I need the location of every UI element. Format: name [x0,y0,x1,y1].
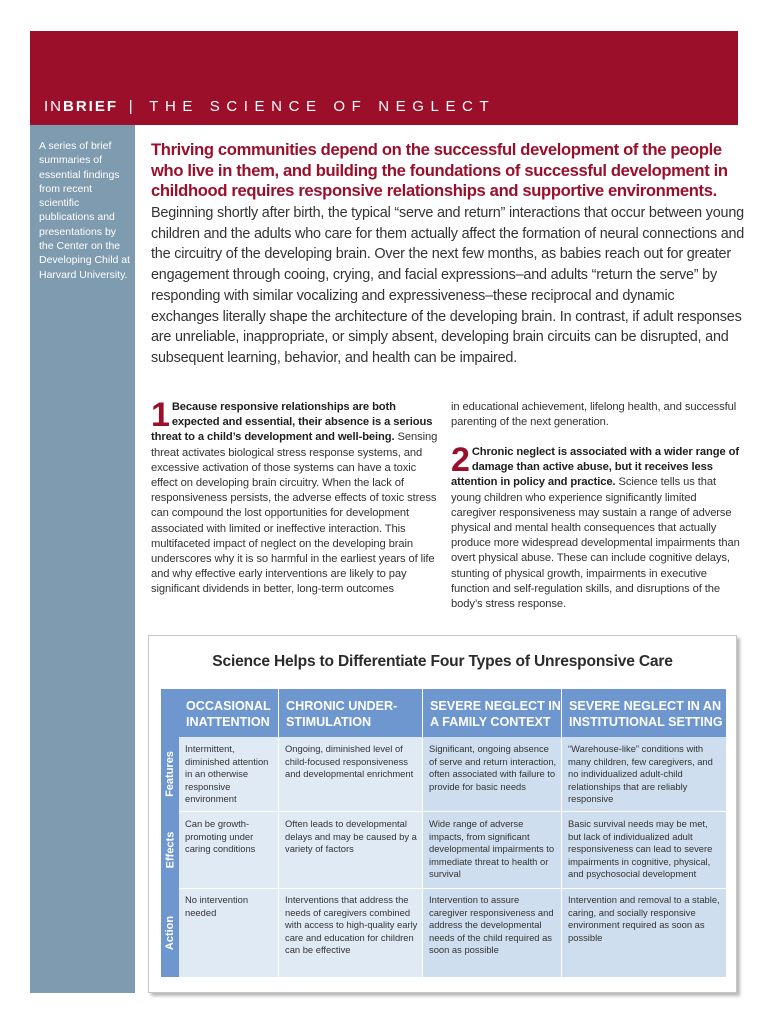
cell-features-institutional: “Warehouse-like” conditions with many children, few caregivers, and no individualized adult-child relationships that are reliably responsive [568,743,713,805]
column-header-occasional-inattention: OCCASIONAL INATTENTION [179,689,278,737]
column-header-severe-neglect-institutional: SEVERE NEGLECT IN AN INSTITUTIONAL SETTING [562,689,726,737]
intro-paragraph: Beginning shortly after birth, the typical “serve and return” interactions that occur between young children and the adults who care for them actually affect the formation of neural connections and the circuitry of the developing brain. Over the next few months, as babies reach out for greater engagement through cooing, crying, and facial expressions–and adults “return the serve” by responding with similar vocalizing and expressiveness–these reciprocal and dynamic exchanges literally shape the architecture of the developing brain. In contrast, if adult responses are unreliable, inappropriate, or simply absent, developing brain circuits can be disrupted, and subsequent learning, behavior, and health can be impaired. [151,205,745,366]
row-label-effects: Effects [164,831,176,869]
point-1-heading: Because responsive relationships are both expected and essential, their absence is a serious threat to a child’s development and well-being. [151,401,433,444]
table-divider [561,689,562,977]
point-1-number: 1 [151,396,170,434]
point-2-number: 2 [451,441,470,479]
table-title: Science Helps to Differentiate Four Types of Unresponsive Care [212,653,673,670]
banner-prefix-in: IN [44,98,63,115]
point-1-body: Sensing threat activates biological stress response systems, and excessive activation of those systems can have a toxic effect on developing brain circuitry. When the lack of responsiveness persists, the adverse effects of toxic stress can compound the lost opportunities for development associated with limited or ineffective interaction. This multifaceted impact of neglect on the developing brain underscores why it is so harmful in the earliest years of life and why effective early interventions are likely to pay significant dividends in better, long-term outcomes [151,431,438,596]
column-header-severe-neglect-family: SEVERE NEGLECT IN A FAMILY CONTEXT [423,689,561,737]
table-divider [179,888,726,889]
cell-features-chronic: Ongoing, diminished level of child-focused responsiveness and developmental enrichment [279,737,422,811]
sidebar-description: A series of brief summaries of essential findings from recent scientific publications and presentations by the Center on the Developing Child at Harvard University. [39,140,131,281]
cell-effects-family: Wide range of adverse impacts, from significant developmental impairments to immediate threat to health or survival [429,818,555,880]
cell-features-family: Significant, ongoing absence of serve and return interaction, often associated with failure to provide for basic needs [429,743,557,792]
table-divider [422,689,423,977]
point-1 [151,396,442,598]
column-header-chronic-under-stimulation: CHRONIC UNDER-STIMULATION [279,689,422,737]
cell-action-institutional: Intervention and removal to a stable, caring, and socially responsive environment required as soon as possible [568,894,720,943]
lead-paragraph: Thriving communities depend on the successful development of the people who live in them, and building the foundations of successful development in childhood requires responsive relationships and supportive environments. [151,140,728,200]
row-label-features: Features [164,751,177,797]
unresponsive-care-table-box [148,635,737,993]
row-label-action: Action [164,915,177,951]
point-2 [451,441,743,612]
table-divider [278,689,279,977]
cell-effects-chronic: Often leads to developmental delays and may be caused by a variety of factors [279,812,422,888]
banner-prefix-brief: BRIEF [63,98,118,115]
cell-effects-institutional: Basic survival needs may be met, but lack of individualized adult responsiveness can lead to severe impairments in cognitive, physical, and psychosocial development [568,818,713,880]
cell-action-family: Intervention to assure caregiver responsiveness and address the developmental needs of the child required as soon as possible [429,894,554,956]
table-divider [179,811,726,812]
cell-action-chronic: Interventions that address the needs of caregivers combined with access to high-quality early care and education for children can be effective [279,889,422,977]
header-banner [30,31,738,125]
cell-action-occasional: No intervention needed [179,889,278,977]
care-types-table [161,689,726,977]
banner-separator: | [128,98,139,115]
point-2-heading: Chronic neglect is associated with a wider range of damage than active abuse, but it receives less attention in policy and practice. [451,446,740,489]
cell-effects-occasional: Can be growth-promoting under caring conditions [179,812,278,888]
point-2-body: Science tells us that young children who experience significantly limited caregiver responsiveness may sustain a range of adverse physical and mental health consequences that actually produce more widespread developmental impairments than overt physical abuse. These can include cognitive delays, stunting of physical growth, impairments in executive function and self-regulation skills, and disruptions of the body’s stress response. [451,476,740,611]
cell-features-occasional: Intermittent, diminished attention in an otherwise responsive environment [179,737,278,811]
point-1-continuation: in educational achievement, lifelong health, and successful parenting of the next generation. [451,401,737,429]
banner-title [44,98,495,115]
sidebar [30,125,135,993]
banner-title-text: THE SCIENCE OF NEGLECT [149,98,496,115]
